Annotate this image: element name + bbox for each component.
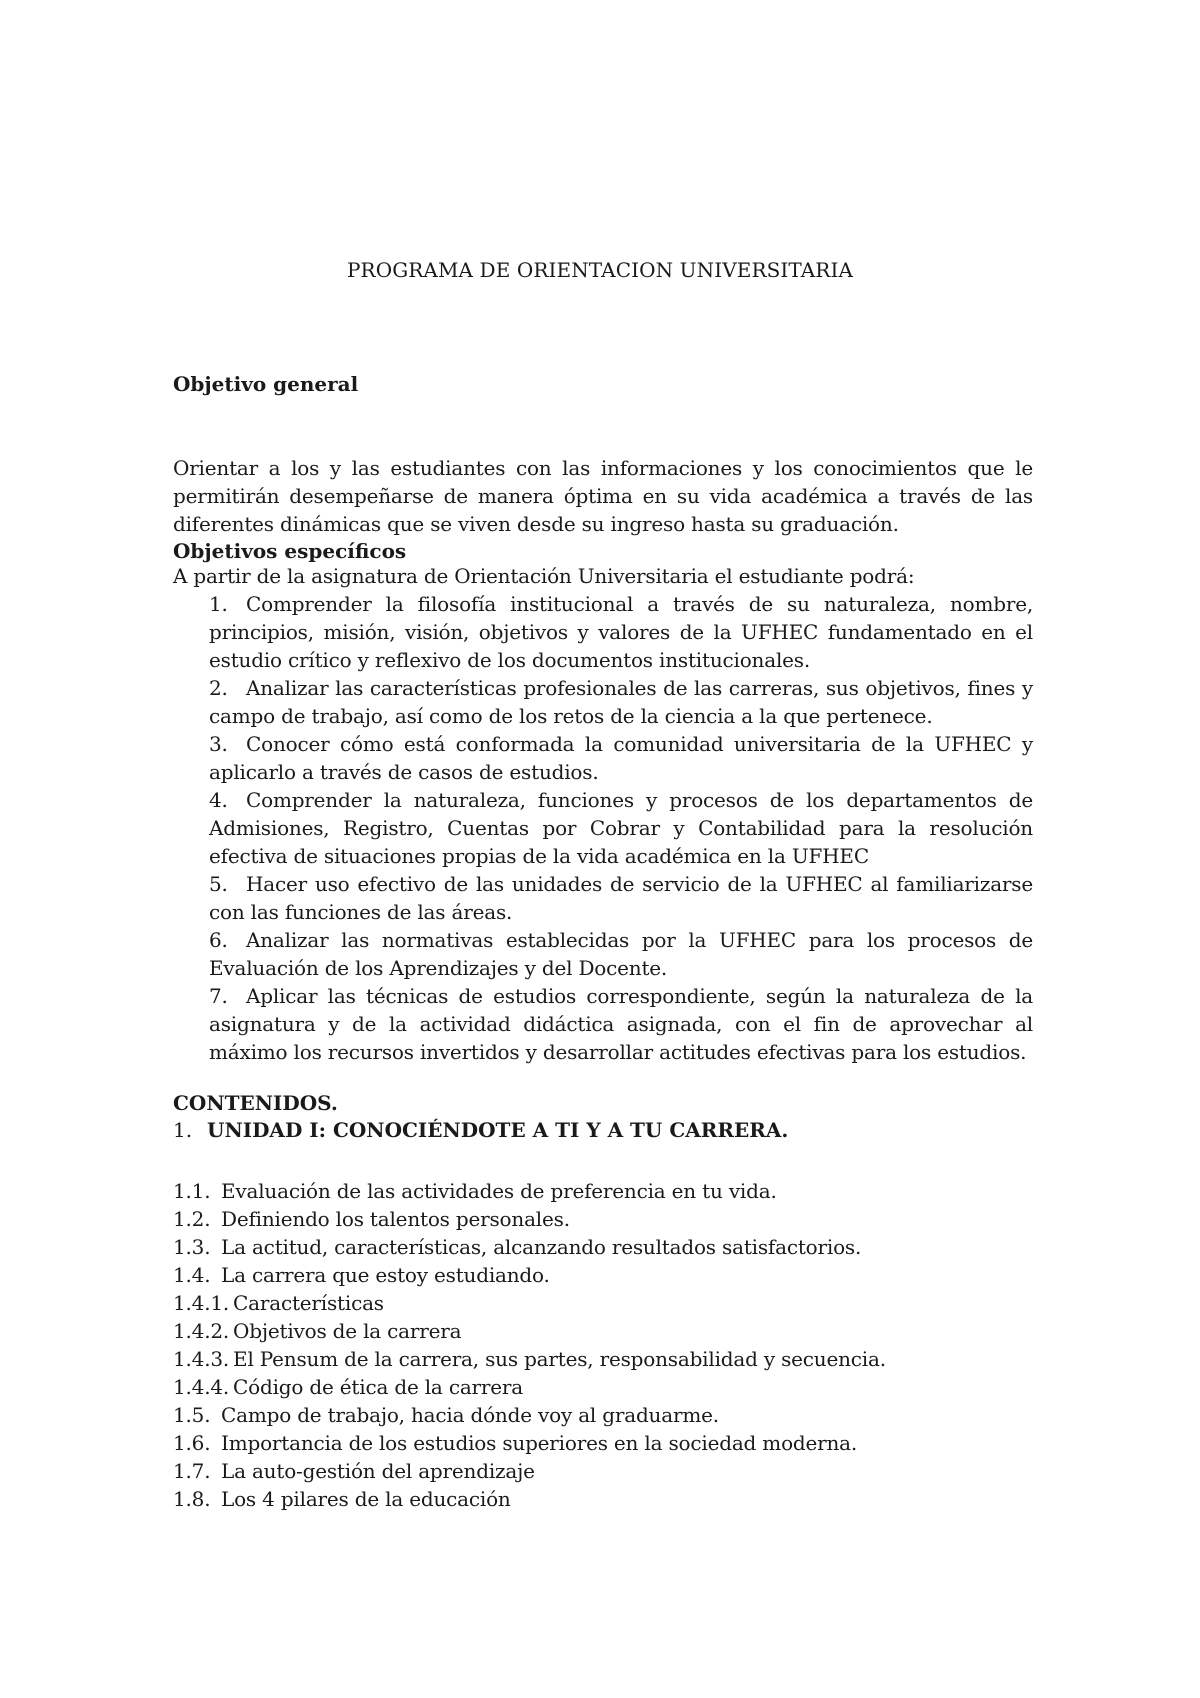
objective-item <box>173 590 1033 674</box>
paragraph-line: permitirán desempeñarse de manera óptima en su vida académica a través de las <box>173 484 1033 508</box>
objective-number: 2. <box>209 676 228 700</box>
objective-text: Aplicar las técnicas de estudios correspondiente, según la naturaleza de la asignatura y de la actividad didáctica asignada, con el fin de aprovechar al máximo los recursos invertidos y desarrollar actitudes efectivas para los estudios. <box>209 984 1033 1064</box>
contents-heading: CONTENIDOS. <box>173 1091 338 1115</box>
contents-number: 1.2. <box>173 1207 211 1231</box>
objective-text: Analizar las características profesionales de las carreras, sus objetivos, fines y campo de trabajo, así como de los retos de la ciencia a la que pertenece. <box>209 676 1033 728</box>
contents-number: 1.4.1. <box>173 1291 230 1315</box>
contents-number: 1.1. <box>173 1179 211 1203</box>
contents-text: Los 4 pilares de la educación <box>221 1487 511 1511</box>
objective-text: Analizar las normativas establecidas por la UFHEC para los procesos de Evaluación de los Aprendizajes y del Docente. <box>209 928 1033 980</box>
objective-text: Hacer uso efectivo de las unidades de servicio de la UFHEC al familiarizarse con las funciones de las áreas. <box>209 872 1033 924</box>
objective-text: Conocer cómo está conformada la comunidad universitaria de la UFHEC y aplicarlo a través de casos de estudios. <box>209 732 1033 784</box>
contents-item <box>173 1177 886 1205</box>
contents-text: La actitud, características, alcanzando resultados satisfactorios. <box>221 1235 862 1259</box>
contents-number: 1.4.2. <box>173 1319 230 1343</box>
specific-objectives-heading: Objetivos específicos <box>173 539 407 563</box>
unit-number: 1. <box>173 1118 193 1142</box>
document-title: PROGRAMA DE ORIENTACION UNIVERSITARIA <box>346 258 853 282</box>
paragraph-line: diferentes dinámicas que se viven desde su ingreso hasta su graduación. <box>173 512 899 536</box>
specific-objectives-list <box>173 590 1033 1066</box>
specific-objectives-intro: A partir de la asignatura de Orientación Universitaria el estudiante podrá: <box>173 564 915 588</box>
contents-text: Código de ética de la carrera <box>233 1375 523 1399</box>
contents-number: 1.4.4. <box>173 1375 230 1399</box>
contents-item <box>173 1429 886 1457</box>
objective-number: 3. <box>209 732 228 756</box>
unit-title <box>173 1118 788 1142</box>
contents-text: Características <box>233 1291 384 1315</box>
general-objective-paragraph <box>173 454 1033 538</box>
objective-item <box>173 674 1033 730</box>
contents-text: Campo de trabajo, hacia dónde voy al graduarme. <box>221 1403 719 1427</box>
objective-number: 1. <box>209 592 228 616</box>
contents-item <box>173 1457 886 1485</box>
objective-item <box>173 982 1033 1066</box>
objective-number: 7. <box>209 984 228 1008</box>
objective-number: 4. <box>209 788 228 812</box>
contents-number: 1.8. <box>173 1487 211 1511</box>
objective-item <box>173 926 1033 982</box>
contents-item <box>173 1261 886 1289</box>
contents-text: Objetivos de la carrera <box>233 1319 462 1343</box>
contents-number: 1.4.3. <box>173 1347 230 1371</box>
contents-number: 1.6. <box>173 1431 211 1455</box>
objective-text: Comprender la filosofía institucional a través de su naturaleza, nombre, principios, misión, visión, objetivos y valores de la UFHEC fundamentado en el estudio crítico y reflexivo de los documentos institucionales. <box>209 592 1033 672</box>
unit-title-text: UNIDAD I: CONOCIÉNDOTE A TI Y A TU CARRERA. <box>207 1118 789 1142</box>
objective-item <box>173 870 1033 926</box>
contents-text: El Pensum de la carrera, sus partes, responsabilidad y secuencia. <box>233 1347 886 1371</box>
contents-text: La auto-gestión del aprendizaje <box>221 1459 535 1483</box>
contents-text: Importancia de los estudios superiores en la sociedad moderna. <box>221 1431 858 1455</box>
contents-item <box>173 1373 886 1401</box>
contents-number: 1.4. <box>173 1263 211 1287</box>
contents-number: 1.3. <box>173 1235 211 1259</box>
contents-number: 1.5. <box>173 1403 211 1427</box>
contents-number: 1.7. <box>173 1459 211 1483</box>
objective-number: 6. <box>209 928 228 952</box>
contents-list <box>173 1177 886 1513</box>
general-objective-heading: Objetivo general <box>173 372 359 396</box>
paragraph-line: Orientar a los y las estudiantes con las informaciones y los conocimientos que le <box>173 456 1033 480</box>
objective-item <box>173 730 1033 786</box>
contents-item <box>173 1205 886 1233</box>
contents-item <box>173 1317 886 1345</box>
contents-item <box>173 1345 886 1373</box>
objective-item <box>173 786 1033 870</box>
contents-item <box>173 1485 886 1513</box>
contents-item <box>173 1289 886 1317</box>
objective-text: Comprender la naturaleza, funciones y procesos de los departamentos de Admisiones, Registro, Cuentas por Cobrar y Contabilidad para la resolución efectiva de situaciones propias de la vida académica en la UFHEC <box>209 788 1033 868</box>
contents-text: La carrera que estoy estudiando. <box>221 1263 550 1287</box>
contents-text: Evaluación de las actividades de preferencia en tu vida. <box>221 1179 777 1203</box>
contents-text: Definiendo los talentos personales. <box>221 1207 570 1231</box>
objective-number: 5. <box>209 872 228 896</box>
contents-item <box>173 1233 886 1261</box>
contents-item <box>173 1401 886 1429</box>
